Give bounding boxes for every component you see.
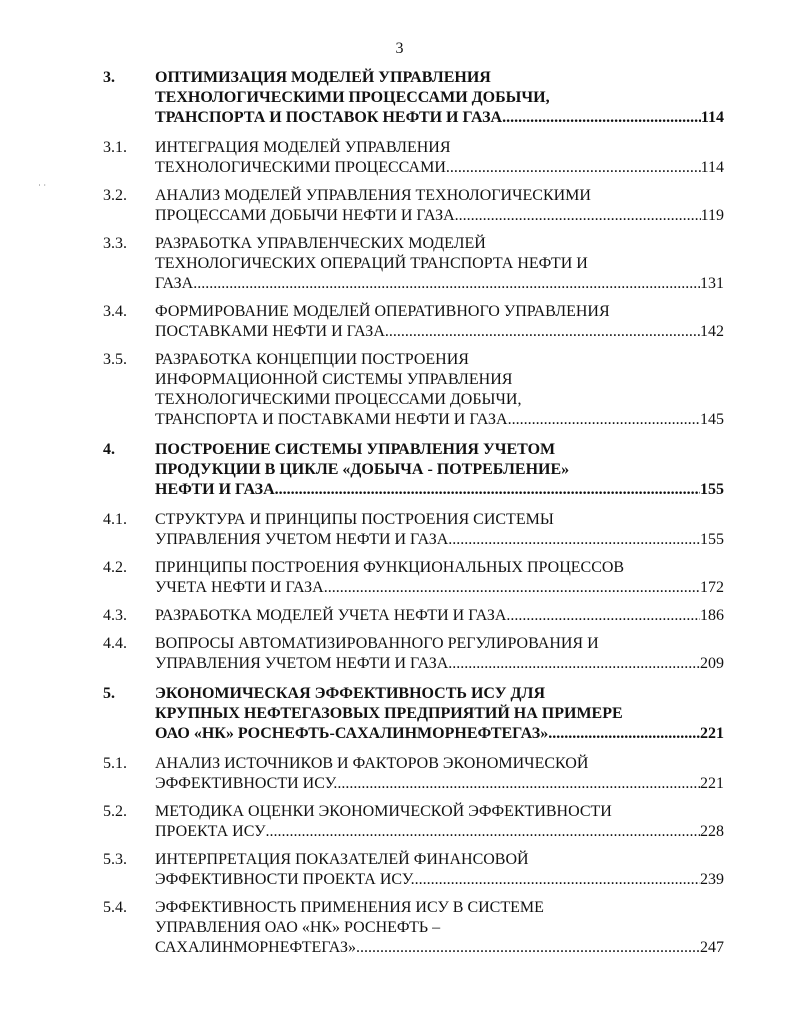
toc-entry-line: ЭКОНОМИЧЕСКАЯ ЭФФЕКТИВНОСТЬ ИСУ ДЛЯ xyxy=(155,685,545,702)
dot-leader xyxy=(452,654,700,674)
dot-leader xyxy=(452,530,700,550)
toc-entry-line: ТЕХНОЛОГИЧЕСКИМИ ПРОЦЕССАМИ ДОБЫЧИ, xyxy=(155,391,522,408)
toc-entry-line-text: УЧЕТА НЕФТИ И ГАЗА. xyxy=(155,579,328,596)
toc-entry-title xyxy=(155,754,724,794)
toc-entry-line-text: УПРАВЛЕНИЯ УЧЕТОМ НЕФТИ И ГАЗА. xyxy=(155,531,453,548)
toc-entry-line: ПОСТРОЕНИЕ СИСТЕМЫ УПРАВЛЕНИЯ УЧЕТОМ xyxy=(155,441,556,458)
toc-entry-line: ПРОДУКЦИИ В ЦИКЛЕ «ДОБЫЧА - ПОТРЕБЛЕНИЕ» xyxy=(155,461,570,478)
toc-entry-page: 114 xyxy=(700,109,724,126)
toc-entry-page: 114 xyxy=(700,159,724,176)
toc-entry-line-text: ТРАНСПОРТА И ПОСТАВКАМИ НЕФТИ И ГАЗА. xyxy=(155,411,512,428)
toc-entry-title xyxy=(155,606,724,626)
toc-entry-title xyxy=(155,350,724,430)
toc-entry-number: 5. xyxy=(103,685,115,702)
toc-entry-number: 5.1. xyxy=(103,755,127,772)
toc-entry-line: ЭФФЕКТИВНОСТЬ ПРИМЕНЕНИЯ ИСУ В СИСТЕМЕ xyxy=(155,899,544,916)
dot-leader xyxy=(450,158,701,178)
toc-entry-title xyxy=(155,186,724,226)
toc-entry-line-text: ГАЗА. xyxy=(155,275,198,292)
toc-entry-title xyxy=(155,634,724,674)
toc-entry-line xyxy=(155,274,724,294)
toc-entry-line-text: ЭФФЕКТИВНОСТИ ИСУ. xyxy=(155,775,338,792)
dot-leader xyxy=(197,274,700,294)
toc-entry-number: 4.1. xyxy=(103,511,127,528)
toc-entry-number: 3.1. xyxy=(103,139,127,156)
toc-entry-line: ФОРМИРОВАНИЕ МОДЕЛЕЙ ОПЕРАТИВНОГО УПРАВЛЕНИЯ xyxy=(155,303,610,320)
toc-entry-page: 209 xyxy=(700,655,724,672)
dot-leader xyxy=(360,938,700,958)
toc-entry-line xyxy=(155,206,724,226)
toc-entry-title xyxy=(155,302,724,342)
toc-entry-title xyxy=(155,684,724,744)
toc-entry-page: 239 xyxy=(700,871,724,888)
dot-leader xyxy=(266,822,700,842)
toc-entry-line: СТРУКТУРА И ПРИНЦИПЫ ПОСТРОЕНИЯ СИСТЕМЫ xyxy=(155,511,554,528)
page-number: 3 xyxy=(395,40,404,57)
toc-entry-line xyxy=(155,774,724,794)
toc-entry-title xyxy=(155,802,724,842)
toc-entry-page: 155 xyxy=(700,481,724,498)
toc-entry-page: 247 xyxy=(700,939,724,956)
toc-entry-page: 228 xyxy=(700,823,724,840)
toc-entry-line-text: ПРОЕКТА ИСУ xyxy=(155,823,266,840)
toc-entry-line xyxy=(155,410,724,430)
toc-entry-line: ОПТИМИЗАЦИЯ МОДЕЛЕЙ УПРАВЛЕНИЯ xyxy=(155,69,491,86)
toc-entry-title xyxy=(155,440,724,500)
toc-entry-line-text: ПРОЦЕССАМИ ДОБЫЧИ НЕФТИ И ГАЗА. xyxy=(155,207,459,224)
toc-entry-line: ТЕХНОЛОГИЧЕСКИХ ОПЕРАЦИЙ ТРАНСПОРТА НЕФТИ И xyxy=(155,255,588,272)
dot-leader xyxy=(279,480,700,500)
dot-leader xyxy=(459,206,701,226)
toc-entry-line-text: ОАО «НК» РОСНЕФТЬ-САХАЛИНМОРНЕФТЕГАЗ». xyxy=(155,725,553,742)
toc-entry-line xyxy=(155,822,724,842)
toc-entry-page: 145 xyxy=(700,411,724,428)
toc-entry-number: 3.5. xyxy=(103,351,127,368)
toc-entry-line: УПРАВЛЕНИЯ ОАО «НК» РОСНЕФТЬ – xyxy=(155,919,441,936)
toc-entry-line: РАЗРАБОТКА КОНЦЕПЦИИ ПОСТРОЕНИЯ xyxy=(155,351,469,368)
toc-entry-line-text: САХАЛИНМОРНЕФТЕГАЗ». xyxy=(155,939,360,956)
toc-entry-page: 155 xyxy=(700,531,724,548)
toc-entry-title xyxy=(155,234,724,294)
toc-entry-title xyxy=(155,510,724,550)
toc-entry-line: ИНФОРМАЦИОННОЙ СИСТЕМЫ УПРАВЛЕНИЯ xyxy=(155,371,513,388)
toc-entry-line xyxy=(155,606,724,626)
toc-entry-line-text: РАЗРАБОТКА МОДЕЛЕЙ УЧЕТА НЕФТИ И ГАЗА. xyxy=(155,607,511,624)
toc-entry-line xyxy=(155,654,724,674)
toc-entry-line: МЕТОДИКА ОЦЕНКИ ЭКОНОМИЧЕСКОЙ ЭФФЕКТИВНОСТИ xyxy=(155,803,612,820)
scan-speck: ˙ ˙ xyxy=(38,183,47,193)
toc-entry-page: 142 xyxy=(700,323,724,340)
dot-leader xyxy=(328,578,700,598)
dot-leader xyxy=(337,774,700,794)
dot-leader xyxy=(510,606,700,626)
toc-entry-number: 4.4. xyxy=(103,635,127,652)
toc-entry-title xyxy=(155,68,724,128)
toc-entry-number: 3. xyxy=(103,69,115,86)
toc-entry-line: ТЕХНОЛОГИЧЕСКИМИ ПРОЦЕССАМИ ДОБЫЧИ, xyxy=(155,89,550,106)
toc-entry-title xyxy=(155,138,724,178)
toc-entry-line xyxy=(155,480,724,500)
toc-entry-title xyxy=(155,898,724,958)
toc-entry-line-text: УПРАВЛЕНИЯ УЧЕТОМ НЕФТИ И ГАЗА. xyxy=(155,655,453,672)
toc-entry-line-text: НЕФТИ И ГАЗА. xyxy=(155,481,279,498)
toc-entry-line xyxy=(155,870,724,890)
toc-entry-line: РАЗРАБОТКА УПРАВЛЕНЧЕСКИХ МОДЕЛЕЙ xyxy=(155,235,486,252)
toc-entry-line xyxy=(155,530,724,550)
toc-entry-title xyxy=(155,558,724,598)
toc-entry-page: 119 xyxy=(700,207,724,224)
dot-leader xyxy=(415,870,700,890)
toc-entry-number: 3.2. xyxy=(103,187,127,204)
dot-leader xyxy=(512,410,700,430)
toc-entry-number: 4.3. xyxy=(103,607,127,624)
toc-entry-line: АНАЛИЗ МОДЕЛЕЙ УПРАВЛЕНИЯ ТЕХНОЛОГИЧЕСКИМИ xyxy=(155,187,591,204)
toc-entry-page: 131 xyxy=(700,275,724,292)
toc-entry-line-text: ЭФФЕКТИВНОСТИ ПРОЕКТА ИСУ. xyxy=(155,871,415,888)
toc-entry-page: 221 xyxy=(700,775,724,792)
toc-entry-line xyxy=(155,158,724,178)
toc-entry-number: 5.4. xyxy=(103,899,127,916)
dot-leader xyxy=(506,108,701,128)
dot-leader xyxy=(552,724,700,744)
toc-entry-page: 221 xyxy=(700,725,724,742)
toc-entry-number: 3.4. xyxy=(103,303,127,320)
toc-entry-line xyxy=(155,322,724,342)
toc-entry-page: 172 xyxy=(700,579,724,596)
toc-entry-line xyxy=(155,938,724,958)
toc-entry-title xyxy=(155,850,724,890)
toc-entry-number: 5.3. xyxy=(103,851,127,868)
toc-entry-line-text: ПОСТАВКАМИ НЕФТИ И ГАЗА. xyxy=(155,323,389,340)
toc-entry-line xyxy=(155,578,724,598)
toc-entry-line: ИНТЕГРАЦИЯ МОДЕЛЕЙ УПРАВЛЕНИЯ xyxy=(155,139,451,156)
toc-entry-line xyxy=(155,724,724,744)
toc-entry-line: АНАЛИЗ ИСТОЧНИКОВ И ФАКТОРОВ ЭКОНОМИЧЕСКОЙ xyxy=(155,755,589,772)
toc-entry-number: 5.2. xyxy=(103,803,127,820)
toc-entry-line: ПРИНЦИПЫ ПОСТРОЕНИЯ ФУНКЦИОНАЛЬНЫХ ПРОЦЕССОВ xyxy=(155,559,625,576)
toc-entry-number: 4.2. xyxy=(103,559,127,576)
toc-entry-line: ИНТЕРПРЕТАЦИЯ ПОКАЗАТЕЛЕЙ ФИНАНСОВОЙ xyxy=(155,851,529,868)
toc-entry-line: КРУПНЫХ НЕФТЕГАЗОВЫХ ПРЕДПРИЯТИЙ НА ПРИМЕРЕ xyxy=(155,705,623,722)
toc-entry-line xyxy=(155,108,724,128)
toc-entry-number: 3.3. xyxy=(103,235,127,252)
toc-entry-number: 4. xyxy=(103,441,115,458)
dot-leader xyxy=(389,322,700,342)
toc-entry-page: 186 xyxy=(700,607,724,624)
toc-entry-line-text: ТРАНСПОРТА И ПОСТАВОК НЕФТИ И ГАЗА. xyxy=(155,109,507,126)
toc-entry-line-text: ТЕХНОЛОГИЧЕСКИМИ ПРОЦЕССАМИ. xyxy=(155,159,450,176)
toc-entry-line: ВОПРОСЫ АВТОМАТИЗИРОВАННОГО РЕГУЛИРОВАНИЯ И xyxy=(155,635,599,652)
